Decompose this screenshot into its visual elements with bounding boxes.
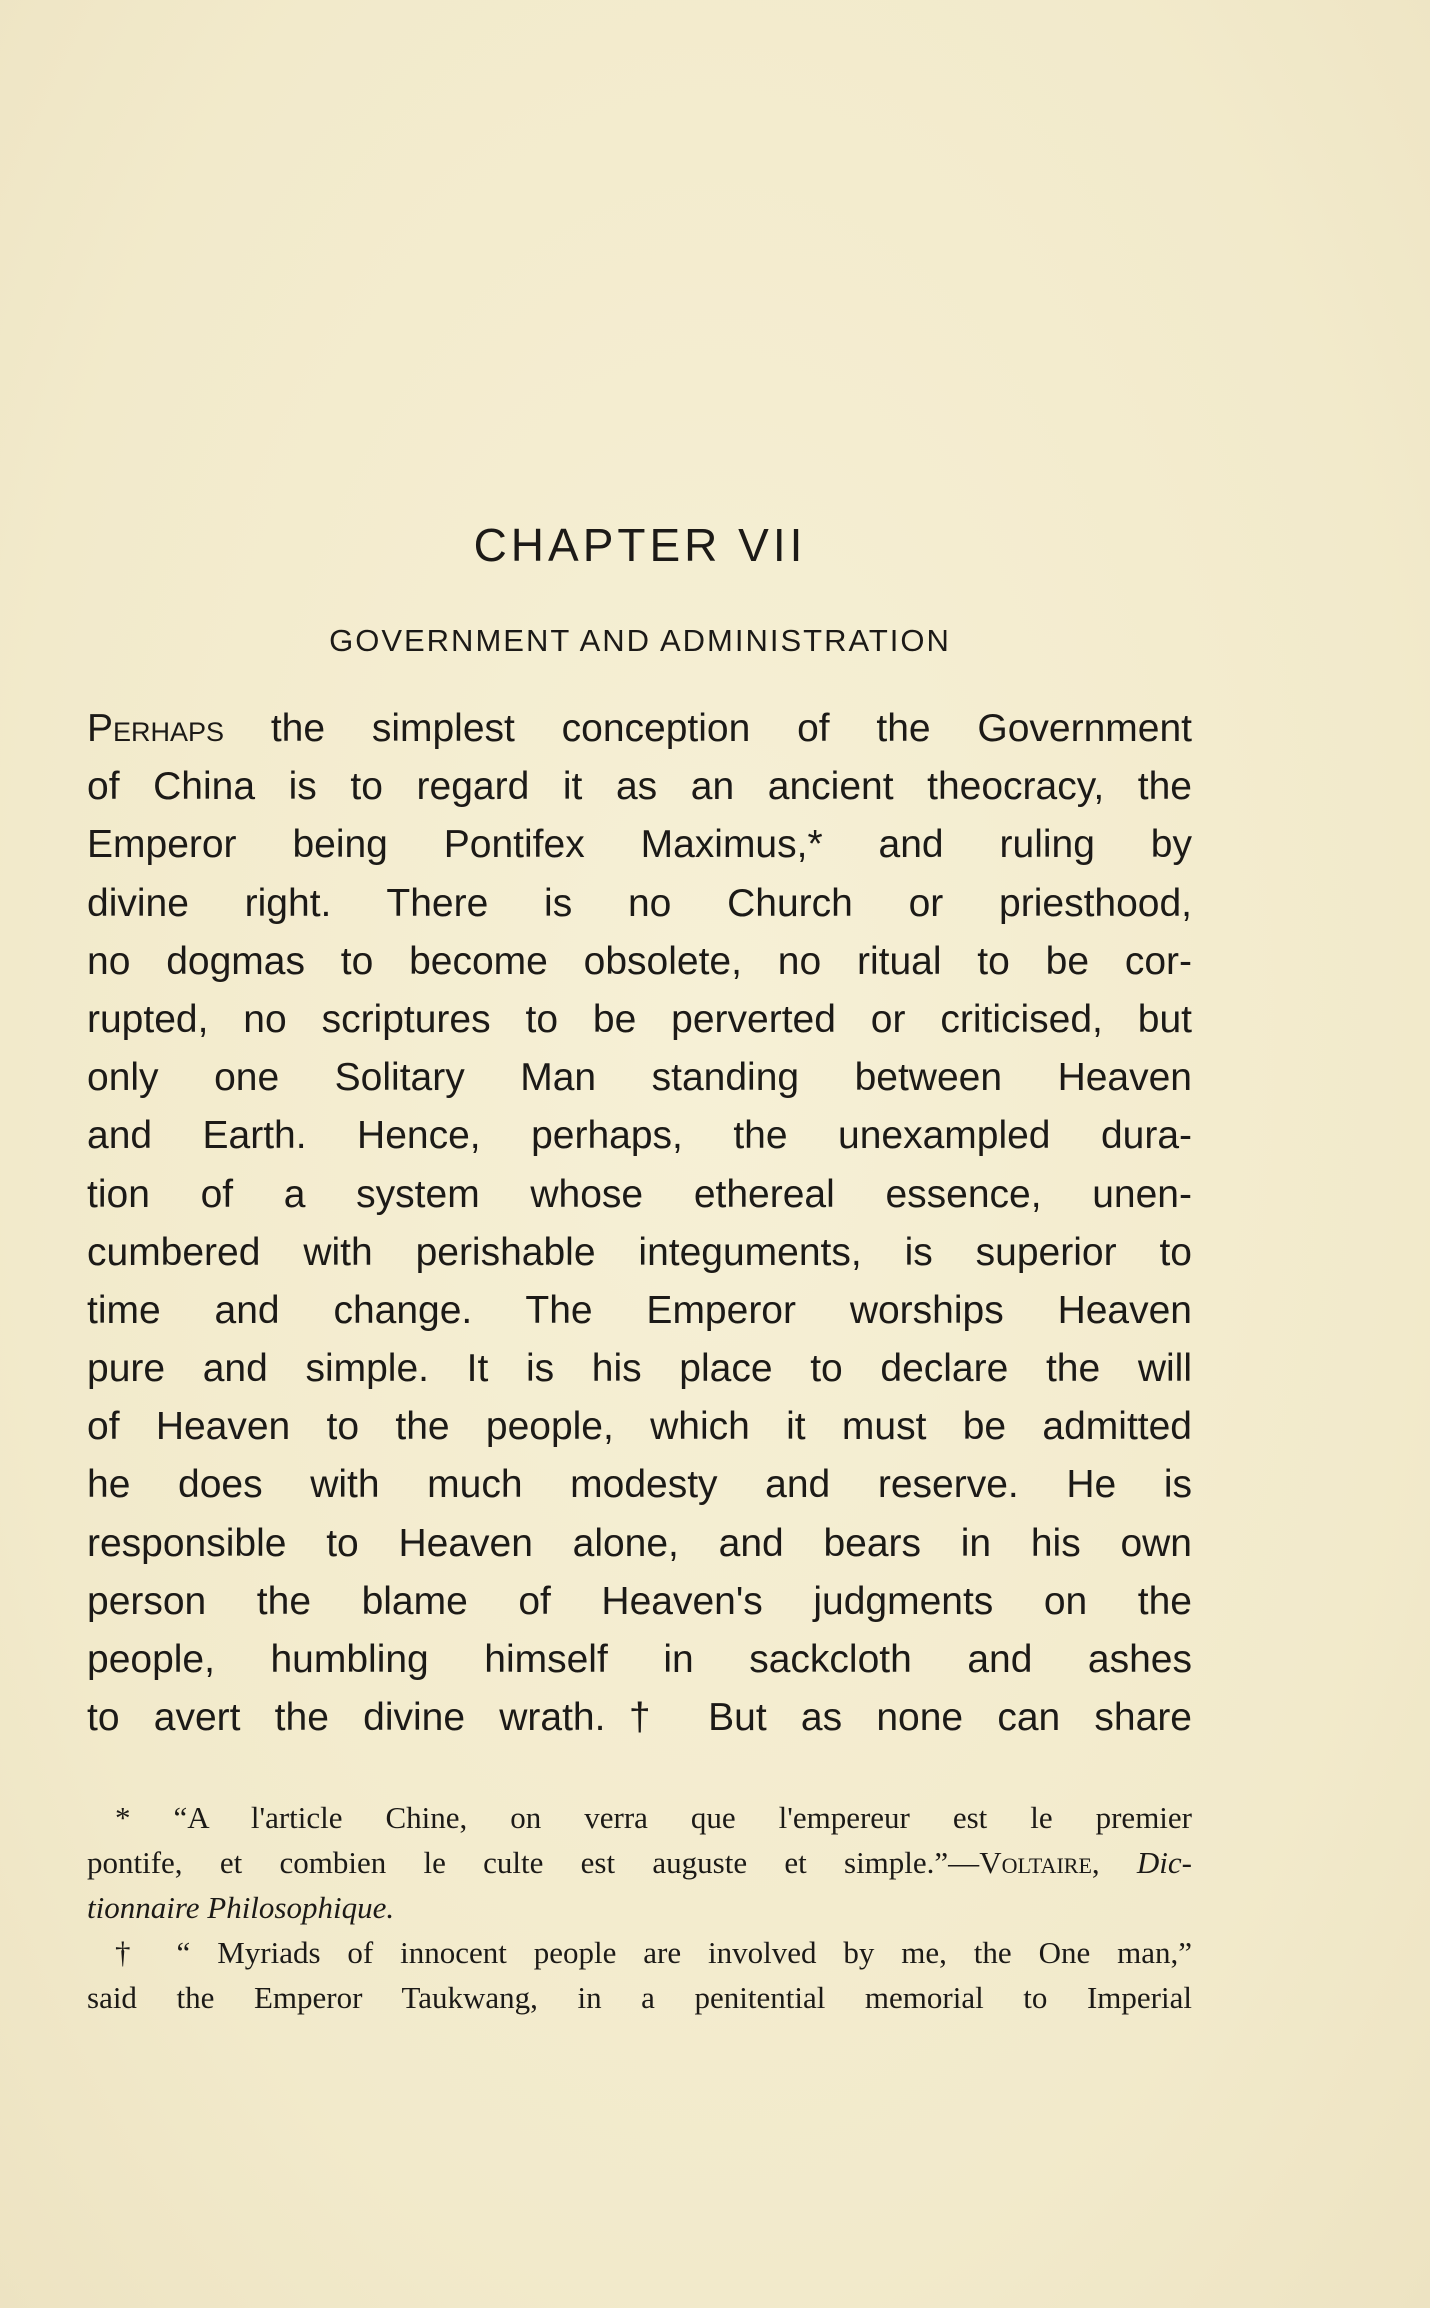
body-line: and Earth. Hence, perhaps, the unexampled dura-: [87, 1114, 1192, 1158]
body-line: to avert the divine wrath.† But as none can share: [87, 1696, 1192, 1740]
body-line: responsible to Heaven alone, and bears in his own: [87, 1521, 1192, 1565]
body-line: divine right. There is no Church or priesthood,: [87, 881, 1192, 925]
body-line: no dogmas to become obsolete, no ritual to be cor-: [87, 939, 1192, 983]
body-line: Emperor being Pontifex Maximus,* and ruling by: [87, 823, 1192, 867]
footnote-2-line: said the Emperor Taukwang, in a penitential memorial to Imperial: [87, 1980, 1192, 2015]
body-line: people, humbling himself in sackcloth and ashes: [87, 1638, 1192, 1681]
footnote-work-title: Dic-: [1136, 1845, 1193, 1880]
footnote-1-line: tionnaire Philosophique.: [87, 1890, 395, 1925]
body-line: cumbered with perishable integuments, is superior to: [87, 1230, 1192, 1274]
chapter-title: CHAPTER VII: [473, 519, 807, 571]
body-line: of China is to regard it as an ancient theocracy, the: [87, 765, 1192, 809]
chapter-subtitle: GOVERNMENT AND ADMINISTRATION: [329, 623, 951, 658]
body-line: tion of a system whose ethereal essence, unen-: [87, 1172, 1192, 1216]
body-line: person the blame of Heaven's judgments on the: [87, 1579, 1192, 1623]
chapter-body-text: [87, 700, 1192, 1747]
lead-word: Perhaps: [87, 707, 225, 750]
footnote-1-line: pontife, et combien le culte est auguste et simple.”—Voltaire, Dic-: [87, 1845, 1193, 1880]
body-line: of Heaven to the people, which it must be admitted: [87, 1405, 1192, 1449]
body-line: pure and simple. It is his place to declare the will: [87, 1347, 1192, 1391]
body-line: Perhaps the simplest conception of the Government: [87, 707, 1192, 750]
footnotes: [87, 1795, 1192, 2020]
footnote-author: Voltaire: [979, 1845, 1092, 1880]
footnote-1-line: * “A l'article Chine, on verra que l'empereur est le premier: [115, 1800, 1192, 1835]
body-line: only one Solitary Man standing between Heaven: [87, 1056, 1192, 1100]
body-line: time and change. The Emperor worships Heaven: [87, 1288, 1192, 1332]
footnote-2-line: † “ Myriads of innocent people are involved by me, the One man,”: [115, 1935, 1192, 1970]
body-line: rupted, no scriptures to be perverted or criticised, but: [87, 997, 1192, 1041]
body-line: he does with much modesty and reserve. He is: [87, 1463, 1192, 1507]
